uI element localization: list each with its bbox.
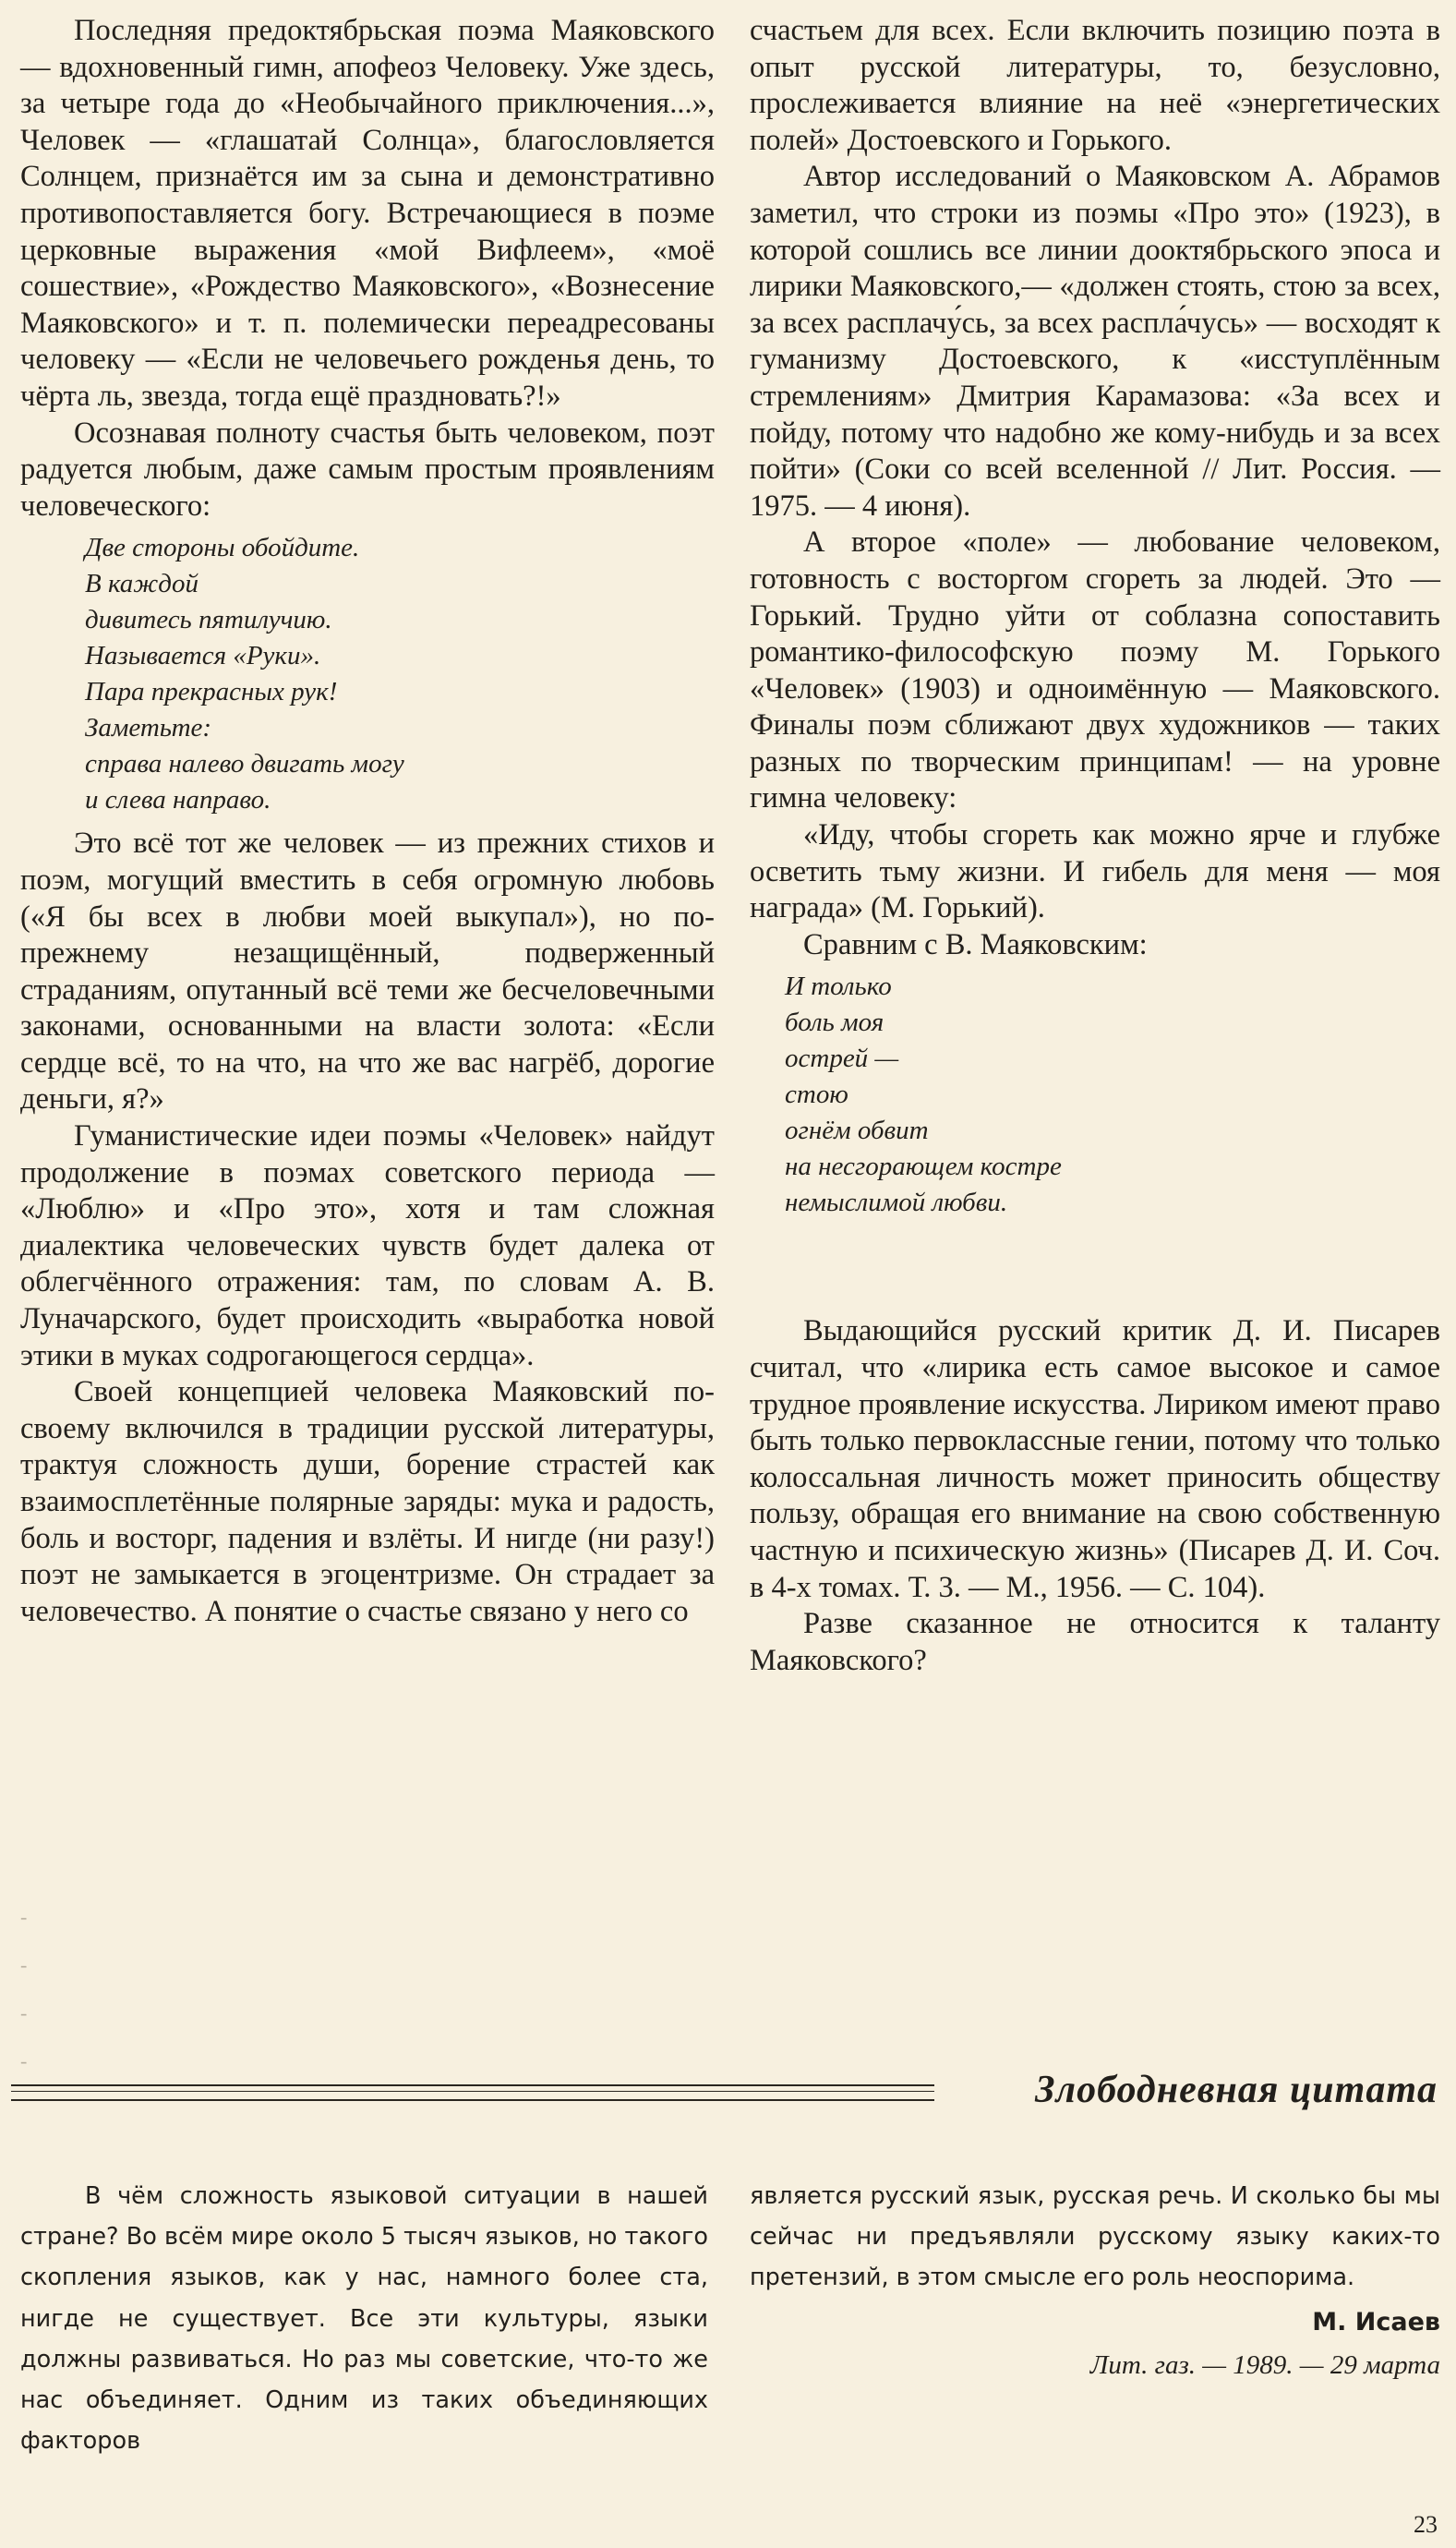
left-paragraph-1: Последняя предоктябрьская поэма Маяковского — вдохновенный гимн, апофеоз Человеку. Уже здесь, за четыре года до «Необычайного приключения...», Человек — «глашатай Солнца», благословляется Солнцем, признаётся им за сына и демонстративно противопоставляется богу. Встречающиеся в поэме церковные выражения «мой Вифлеем», «моё сошествие», «Рождество Маяковского», «Вознесение Маяковского» и т. п. полемически переадресованы человеку — «Если не человечьего рожденья день, то чёрта ль, звезда, тогда ещё праздновать?!»: [20, 14, 715, 413]
quote-left-column: [20, 2176, 708, 2461]
divider-rule: [11, 2084, 934, 2101]
verse-line: В каждой: [85, 569, 199, 599]
right-paragraph-5: Сравним с В. Маяковским:: [803, 927, 1148, 961]
quote-author: М. Исаев: [1312, 2307, 1440, 2337]
quote-right-column: [750, 2176, 1440, 2385]
left-column: [20, 13, 715, 1630]
verse-line: стою: [785, 1080, 848, 1110]
page-number: 23: [1414, 2511, 1438, 2538]
left-paragraph-3: Это всё тот же человек — из прежних стихов и поэм, могущий вместить в себя огромную любовь («Я бы всех в любви моей выкупал»), но по-прежнему незащищённый, подверженный страданиям, опутанный всё теми же бесчеловечными законами, основанными на власти золота: «Если сердце всё, то на что, на что же вас нагрёб, дорогие деньги, я?»: [20, 827, 715, 1117]
verse-line: на несгорающем костре: [785, 1152, 1062, 1182]
verse-line: боль моя: [785, 1008, 884, 1038]
scan-margin-marks: - - - -: [20, 1905, 28, 2072]
section-divider: [0, 2064, 1456, 2119]
left-paragraph-4: Гуманистические идеи поэмы «Человек» найдут продолжение в поэмах советского периода — «Люблю» и «Про это», хотя и там сложная диалектика человеческих чувств будет далека от облегчённого отражения: там, по словам А. В. Луначарского, будет происходить «выработка новой этики в муках содрогающегося сердца».: [20, 1119, 715, 1372]
right-paragraph-2: Автор исследований о Маяковском А. Абрамов заметил, что строки из поэмы «Про это» (1923), в которой сошлись все линии дооктябрьского эпоса и лирики Маяковского,— «должен стоять, стою за всех, за всех расплачу́сь, за всех распла́чусь» — восходят к гуманизму Достоевского, к «исступлённым стремлениям» Дмитрия Карамазова: «За всех и пойду, потому что надобно же кому-нибудь и за всех пойти» (Соки со всей вселенной // Лит. Россия. — 1975. — 4 июня).: [750, 160, 1440, 523]
verse-line: дивитесь пятилучию.: [85, 605, 332, 635]
verse-line: И только: [785, 972, 892, 1002]
verse-line: немыслимой любви.: [785, 1188, 1008, 1218]
left-verse: [85, 530, 715, 818]
right-verse: [785, 969, 1440, 1221]
right-paragraph-1: счастьем для всех. Если включить позицию поэта в опыт русской литературы, то, безусловно, прослеживается влияние на неё «энергетических полей» Достоевского и Горького.: [750, 14, 1440, 157]
verse-line: справа налево двигать могу: [85, 749, 404, 779]
verse-line: огнём обвит: [785, 1116, 929, 1146]
divider-rule-middle: [11, 2091, 934, 2092]
left-paragraph-5: Своей концепцией человека Маяковский по-своему включился в традиции русской литературы, трактуя сложность души, борение страстей как взаимосплетённые полярные заряды: мука и радость, боль и восторг, падения и взлёты. И нигде (ни разу!) поэт не замыкается в эгоцентризме. Он страдает за человечество. А понятие о счастье связано у него со: [20, 1375, 715, 1628]
verse-line: Заметьте:: [85, 713, 212, 743]
quote-source: Лит. газ. — 1989. — 29 марта: [1089, 2349, 1440, 2380]
verse-line: Две стороны обойдите.: [85, 533, 360, 563]
right-column: [750, 13, 1440, 1679]
verse-line: и слева направо.: [85, 785, 271, 815]
verse-line: острей —: [785, 1044, 899, 1074]
quote-text-left: В чём сложность языковой ситуации в нашей стране? Во всём мире около 5 тысяч языков, но такого скопления языков, как у нас, намного более ста, нигде не существует. Все эти культуры, языки должны развиваться. Но раз мы советские, что-то же нас объединяет. Одним из таких объединяющих факторов: [20, 2182, 708, 2456]
verse-line: Пара прекрасных рук!: [85, 677, 338, 707]
right-paragraph-6: Выдающийся русский критик Д. И. Писарев считал, что «лирика есть самое высокое и самое трудное проявление искусства. Лириком имеют право быть только первоклассные гении, потому что только колоссальная личность может приносить обществу пользу, обращая его внимание на свою собственную частную и психическую жизнь» (Писарев Д. И. Соч. в 4-х томах. Т. 3. — М., 1956. — С. 104).: [750, 1314, 1440, 1604]
right-paragraph-3: А второе «поле» — любование человеком, готовность с восторгом сгореть за людей. Это — Горький. Трудно уйти от соблазна сопоставить романтико-философскую поэму М. Горького «Человек» (1903) и одноимённую — Маяковского. Финалы поэм сближают двух художников — таких разных по творческим принципам! — на уровне гимна человеку:: [750, 525, 1440, 815]
quote-text-right: является русский язык, русская речь. И сколько бы мы сейчас ни предъявляли русскому языку каких-то претензий, в этом смысле его роль неоспорима.: [750, 2182, 1440, 2292]
verse-line: Называется «Руки».: [85, 641, 321, 671]
rubric-title: Злободневная цитата: [1035, 2069, 1438, 2111]
right-paragraph-4: «Иду, чтобы сгореть как можно ярче и глубже осветить тьму жизни. И гибель для меня — моя награда» (М. Горький).: [750, 818, 1440, 925]
right-paragraph-7: Разве сказанное не относится к таланту Маяковского?: [750, 1607, 1440, 1677]
left-paragraph-2: Осознавая полноту счастья быть человеком, поэт радуется любым, даже самым простым проявлениям человеческого:: [20, 416, 715, 523]
